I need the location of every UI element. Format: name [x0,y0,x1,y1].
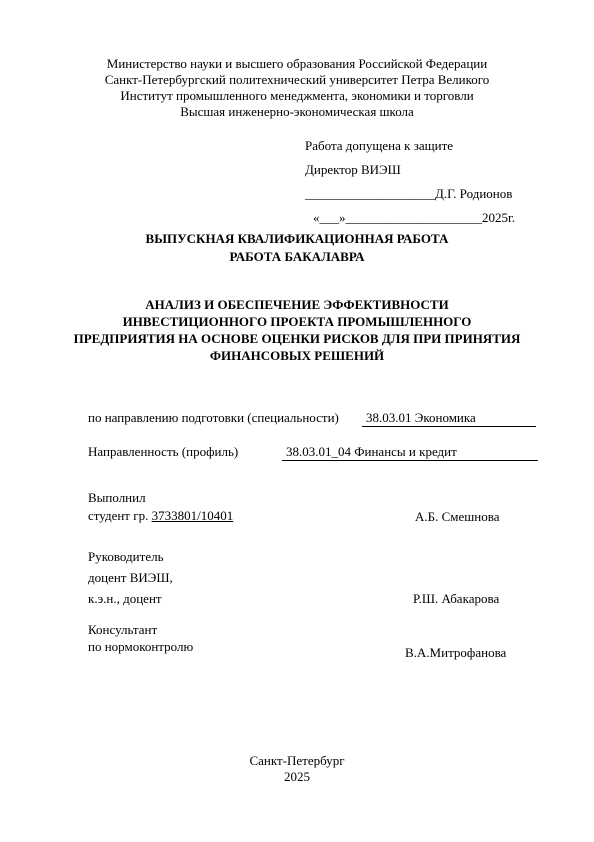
director-text: Директор ВИЭШ [305,162,401,177]
footer [0,753,594,785]
direction-field [362,410,536,427]
student-group-number: 3733801/10401 [151,508,234,523]
thesis-type-line1: ВЫПУСКНАЯ КВАЛИФИКАЦИОННАЯ РАБОТА [145,231,449,246]
supervisor-name: Р.Ш. Абакарова [413,591,500,606]
institute-line: Институт промышленного менеджмента, экономики и торговли [120,88,474,103]
admitted-text: Работа допущена к защите [305,138,454,153]
thesis-title [0,296,594,364]
performed-label: Выполнил [88,490,146,505]
approval-date-line: «___»_____________________2025г. [313,210,516,225]
approval-block [305,134,515,230]
supervisor-position: доцент ВИЭШ, [88,570,173,585]
school-line: Высшая инженерно-экономическая школа [180,104,414,119]
thesis-title-line3: ПРЕДПРИЯТИЯ НА ОСНОВЕ ОЦЕНКИ РИСКОВ ДЛЯ ПРИ ПРИНЯТИЯ [73,331,521,346]
thesis-title-line4: ФИНАНСОВЫХ РЕШЕНИЙ [209,348,385,363]
profile-field [282,444,538,461]
supervisor-degree: к.э.н., доцент [88,591,162,606]
consultant-label: Консультант [88,622,158,637]
thesis-title-line2: ИНВЕСТИЦИОННОГО ПРОЕКТА ПРОМЫШЛЕННОГО [122,314,472,329]
consultant-name: В.А.Митрофанова [405,645,507,660]
director-signature-line: ____________________Д.Г. Родионов [305,186,513,201]
ministry-line: Министерство науки и высшего образования Российской Федерации [106,56,488,71]
thesis-type-line2: РАБОТА БАКАЛАВРА [229,249,365,264]
student-group-line [88,508,233,524]
consultant-role: по нормоконтролю [88,639,194,654]
direction-value: 38.03.01 Экономика [362,410,536,427]
thesis-type [0,230,594,266]
student-name: А.Б. Смешнова [415,509,500,524]
thesis-title-line1: АНАЛИЗ И ОБЕСПЕЧЕНИЕ ЭФФЕКТИВНОСТИ [145,297,449,312]
profile-value: 38.03.01_04 Финансы и кредит [282,444,538,461]
student-group-prefix: студент гр. [88,508,152,523]
city-text: Санкт-Петербург [249,753,345,768]
profile-label: Направленность (профиль) [88,444,239,459]
direction-label: по направлению подготовки (специальности) [88,410,339,425]
supervisor-label: Руководитель [88,549,164,564]
year-text: 2025 [284,769,310,784]
institution-header [0,56,594,120]
university-line: Санкт-Петербургский политехнический университет Петра Великого [104,72,490,87]
